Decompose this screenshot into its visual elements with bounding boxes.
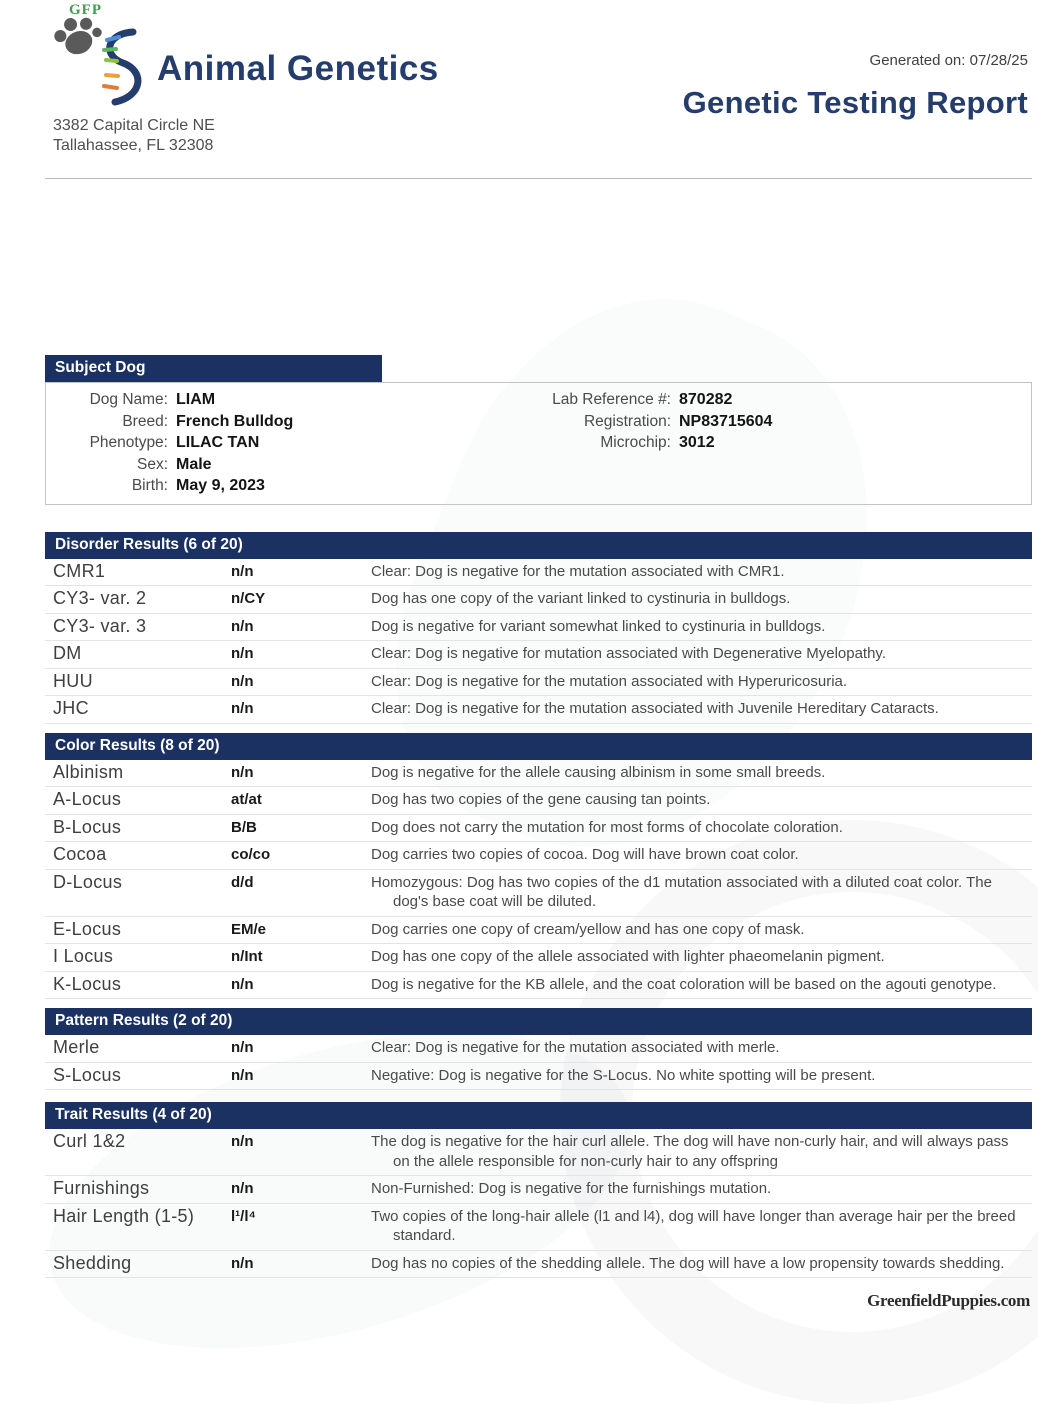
description: Dog is negative for the KB allele, and the coat coloration will be based on the agouti genotype. xyxy=(371,975,997,993)
field-label: Dog Name: xyxy=(89,391,168,408)
table-row xyxy=(45,760,1032,788)
results-section-trait xyxy=(45,1102,1032,1278)
results-section-color xyxy=(45,733,1032,1000)
header-divider xyxy=(45,178,1032,179)
test-name: I Locus xyxy=(53,946,114,966)
subject-section-header: Subject Dog xyxy=(45,355,382,382)
section-header: Disorder Results (6 of 20) xyxy=(45,532,1032,559)
genotype: co/co xyxy=(231,846,271,863)
genotype: at/at xyxy=(231,791,262,808)
subject-field-row xyxy=(46,475,521,497)
genotype: n/Int xyxy=(231,948,263,965)
description: Dog has one copy of the variant linked to cystinuria in bulldogs. xyxy=(371,590,791,607)
table-row xyxy=(45,1204,1032,1251)
brand-name: Animal Genetics xyxy=(157,49,439,88)
subject-info-box xyxy=(45,382,1032,505)
description: Clear: Dog is negative for the mutation associated with CMR1. xyxy=(371,562,785,580)
test-name: CMR1 xyxy=(53,560,106,581)
genotype: n/n xyxy=(231,562,254,580)
genotype: n/n xyxy=(231,645,254,662)
results-section-pattern xyxy=(45,1008,1032,1090)
test-name: A-Locus xyxy=(53,789,122,809)
field-label: Breed: xyxy=(122,412,168,430)
subject-field-row xyxy=(46,389,521,411)
genotype: n/n xyxy=(231,700,254,717)
description: Negative: Dog is negative for the S-Locus. No white spotting will be present. xyxy=(371,1066,876,1084)
description: Dog is negative for variant somewhat linked to cystinuria in bulldogs. xyxy=(371,617,826,635)
test-name: Shedding xyxy=(53,1252,132,1273)
header-right xyxy=(683,52,1028,121)
subject-field-row xyxy=(46,432,521,454)
field-value: NP83715604 xyxy=(679,412,773,430)
test-name: Hair Length (1-5) xyxy=(53,1205,195,1226)
table-row xyxy=(45,1063,1032,1091)
results-table xyxy=(45,1035,1032,1090)
address-line2: Tallahassee, FL 32308 xyxy=(53,137,214,154)
subject-field-row xyxy=(521,411,1031,433)
table-row xyxy=(45,787,1032,815)
table-row xyxy=(45,1035,1032,1063)
genotype: EM/e xyxy=(231,920,267,938)
field-label: Phenotype: xyxy=(89,434,168,451)
test-name: Merle xyxy=(53,1037,100,1057)
report-page xyxy=(45,0,1032,1278)
genotype: l¹/l⁴ xyxy=(231,1207,256,1225)
genotype: d/d xyxy=(231,873,254,891)
description: Clear: Dog is negative for mutation associated with Degenerative Myelopathy. xyxy=(371,645,886,662)
genotype: n/n xyxy=(231,1180,254,1197)
gfp-logo xyxy=(51,2,107,60)
genotype: n/n xyxy=(231,1133,254,1150)
table-row xyxy=(45,944,1032,972)
description: The dog is negative for the hair curl allele. The dog will have non-curly hair, and will always pass on the allele responsible for non-curly hair to any offspring xyxy=(371,1133,1009,1170)
test-name: JHC xyxy=(53,698,89,718)
field-value: Male xyxy=(176,455,212,473)
description: Clear: Dog is negative for the mutation associated with Hyperuricosuria. xyxy=(371,672,848,690)
test-name: CY3- var. 3 xyxy=(53,615,147,636)
description: Two copies of the long-hair allele (l1 and l4), dog will have longer than average hair per the breed standard. xyxy=(371,1207,1016,1244)
field-label: Sex: xyxy=(136,455,168,473)
field-label: Lab Reference #: xyxy=(552,391,671,408)
table-row xyxy=(45,669,1032,697)
footer-site: GreenfieldPuppies.com xyxy=(867,1291,1030,1310)
test-name: Albinism xyxy=(53,761,124,782)
test-name: CY3- var. 2 xyxy=(53,588,147,608)
table-row xyxy=(45,842,1032,870)
subject-field-row xyxy=(46,411,521,433)
table-row xyxy=(45,1251,1032,1279)
test-name: E-Locus xyxy=(53,918,122,939)
test-name: Cocoa xyxy=(53,844,107,864)
subject-left-column xyxy=(46,389,521,497)
test-name: DM xyxy=(53,643,82,663)
field-value: 3012 xyxy=(679,434,715,451)
table-row xyxy=(45,641,1032,669)
report-title: Genetic Testing Report xyxy=(682,85,1028,120)
table-row xyxy=(45,614,1032,642)
table-row xyxy=(45,696,1032,724)
test-name: D-Locus xyxy=(53,871,123,892)
genotype: n/CY xyxy=(231,590,266,607)
description: Dog does not carry the mutation for most forms of chocolate coloration. xyxy=(371,818,843,836)
generated-on: Generated on: 07/28/25 xyxy=(869,52,1028,69)
description: Dog carries two copies of cocoa. Dog will have brown coat color. xyxy=(371,846,799,863)
table-row xyxy=(45,1176,1032,1204)
genotype: n/n xyxy=(231,1254,254,1272)
company-address xyxy=(53,116,1032,156)
field-label: Registration: xyxy=(583,412,671,430)
genotype: n/n xyxy=(231,763,254,781)
test-name: B-Locus xyxy=(53,816,122,837)
field-label: Birth: xyxy=(131,477,168,494)
test-name: S-Locus xyxy=(53,1064,122,1085)
description: Dog has no copies of the shedding allele. The dog will have a low propensity towards shedding. xyxy=(371,1254,1005,1272)
gfp-label: GFP xyxy=(69,2,102,18)
description: Homozygous: Dog has two copies of the d1 mutation associated with a diluted coat color. The dog's base coat will be diluted. xyxy=(371,873,992,910)
table-row xyxy=(45,870,1032,917)
subject-field-row xyxy=(521,432,1031,454)
results-table xyxy=(45,1129,1032,1278)
field-value: 870282 xyxy=(679,391,733,408)
results-section-disorders xyxy=(45,532,1032,724)
genotype: n/n xyxy=(231,672,254,690)
results-table xyxy=(45,760,1032,1000)
test-name: HUU xyxy=(53,670,93,691)
section-header: Color Results (8 of 20) xyxy=(45,733,1032,760)
subject-right-column xyxy=(521,389,1031,497)
results-table xyxy=(45,559,1032,724)
field-label: Microchip: xyxy=(600,434,671,451)
genotype: B/B xyxy=(231,818,257,836)
section-header: Pattern Results (2 of 20) xyxy=(45,1008,1032,1035)
genotype: n/n xyxy=(231,1039,254,1056)
test-name: K-Locus xyxy=(53,973,122,994)
genotype: n/n xyxy=(231,617,254,635)
table-row xyxy=(45,972,1032,1000)
description: Clear: Dog is negative for the mutation associated with merle. xyxy=(371,1039,780,1056)
field-value: French Bulldog xyxy=(176,412,294,430)
description: Dog carries one copy of cream/yellow and has one copy of mask. xyxy=(371,920,805,938)
description: Clear: Dog is negative for the mutation associated with Juvenile Hereditary Cataracts. xyxy=(371,700,939,717)
test-name: Furnishings xyxy=(53,1178,150,1198)
field-value: LILAC TAN xyxy=(176,434,260,451)
table-row xyxy=(45,815,1032,843)
subject-field-row xyxy=(46,454,521,476)
section-header: Trait Results (4 of 20) xyxy=(45,1102,1032,1129)
subject-field-row xyxy=(521,389,1031,411)
address-line1: 3382 Capital Circle NE xyxy=(53,117,215,134)
description: Dog has one copy of the allele associated with lighter phaeomelanin pigment. xyxy=(371,948,885,965)
description: Dog has two copies of the gene causing tan points. xyxy=(371,791,711,808)
table-row xyxy=(45,559,1032,587)
paw-print-icon xyxy=(51,10,103,60)
test-name: Curl 1&2 xyxy=(53,1131,126,1151)
genotype: n/n xyxy=(231,975,254,993)
report-header xyxy=(45,0,1032,174)
table-row xyxy=(45,917,1032,945)
description: Dog is negative for the allele causing albinism in some small breeds. xyxy=(371,763,826,781)
field-value: LIAM xyxy=(176,391,216,408)
description: Non-Furnished: Dog is negative for the furnishings mutation. xyxy=(371,1180,772,1197)
subject-dog-section xyxy=(45,355,1032,505)
table-row xyxy=(45,1129,1032,1176)
genotype: n/n xyxy=(231,1066,254,1084)
field-value: May 9, 2023 xyxy=(176,477,265,494)
table-row xyxy=(45,586,1032,614)
